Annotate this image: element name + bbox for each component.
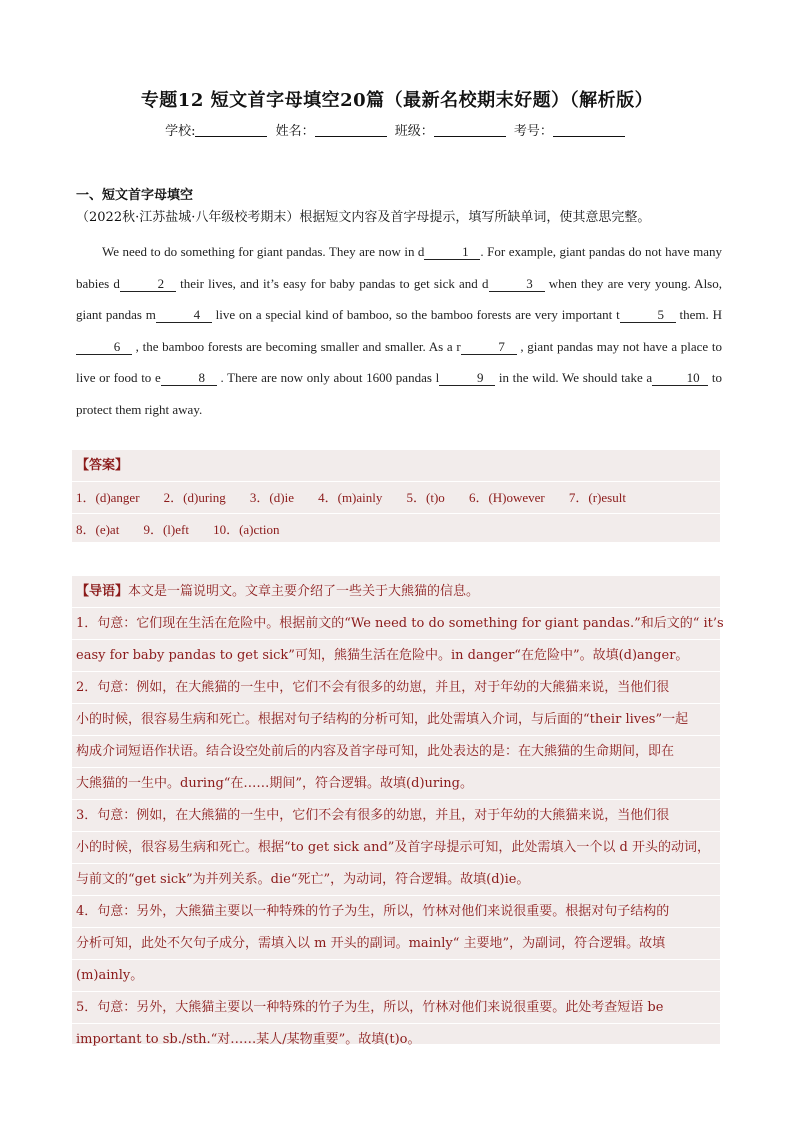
blank-9: 9 [439,371,495,386]
explanation-box [72,576,724,1047]
explanation-line: 5．句意：另外，大熊猫主要以一种特殊的竹子为生，所以，竹林对他们来说很重要。此处考查短语 be [72,991,720,1023]
school-label: 学校: [165,124,196,139]
explanation-line: 3．句意：例如，在大熊猫的一生中，它们不会有很多的幼崽，并且，对于年幼的大熊猫来说，当他们很 [72,799,720,831]
explanation-line: 小的时候，很容易生病和死亡。根据对句子结构的分析可知，此处需填入介词，与后面的“their lives”一起 [72,703,720,735]
answer-item: 2．(d)uring [163,490,226,505]
school-blank [195,123,267,137]
passage-text: when they are very young. Also, giant pandas m [76,275,722,322]
explanation-line: 构成介词短语作状语。结合设空处前后的内容及首字母可知，此处表达的是：在大熊猫的生命期间，即在 [72,735,720,767]
passage-text: , the bamboo forests are becoming smaller and smaller. As a r [132,338,461,354]
explanation-line: 分析可知，此处不欠句子成分，需填入以 m 开头的副词。mainly“ 主要地”，为副词，符合逻辑。故填 [72,927,720,959]
class-blank [434,123,506,137]
answer-item: 1．(d)anger [76,490,140,505]
passage-text: to protect them right away. [76,370,722,417]
number-blank [553,123,625,137]
answer-item: 5．(t)o [406,490,445,505]
student-info-line [0,120,794,139]
blank-7: 7 [461,340,517,355]
name-blank [315,123,387,137]
explanation-line: 1．句意：它们现在生活在危险中。根据前文的“We need to do something for giant pandas.”和后文的“ it’s [72,607,720,639]
blank-5: 5 [620,308,676,323]
answer-item: 3．(d)ie [249,490,294,505]
answer-item: 6．(H)owever [468,490,545,505]
explanation-intro-row [72,576,720,607]
class-label: 班级： [394,124,434,139]
passage-text: their lives, and it’s easy for baby pandas to get sick and d [175,275,489,291]
question-source: （2022秋·江苏盐城·八年级校考期末）根据短文内容及首字母提示，填写所缺单词，使其意思完整。 [76,210,651,225]
explanation-line: 小的时候，很容易生病和死亡。根据“to get sick and”及首字母提示可知，此处需填入一个以 d 开头的动词， [72,831,720,863]
passage-text: in the wild. We should take a [495,370,653,385]
blank-4: 4 [156,308,212,323]
passage-text: . There are now only about 1600 pandas l [216,370,440,385]
document-title: 专题12 短文首字母填空20篇（最新名校期末好题）（解析版） [140,90,654,111]
explanation-line: 2．句意：例如，在大熊猫的一生中，它们不会有很多的幼崽，并且，对于年幼的大熊猫来说，当他们很 [72,671,720,703]
answer-item: 4．(m)ainly [318,490,383,505]
blank-1: 1 [424,245,480,260]
answer-label-row [72,450,720,481]
blank-3: 3 [489,277,545,292]
section-heading: 一、短文首字母填空 [76,188,194,203]
explanation-line: easy for baby pandas to get sick”可知，熊猫生活在危险中。in danger“在危险中”。故填(d)anger。 [72,639,720,671]
explanation-label: 【导语】 [76,584,129,599]
answer-box [72,450,720,542]
answer-label: 【答案】 [76,458,129,473]
answer-item: 10．(a)ction [213,522,280,537]
blank-6: 6 [76,340,132,355]
name-label: 姓名： [275,124,315,139]
passage-text: them. H [675,307,722,322]
answer-row-1 [72,481,720,513]
answer-item: 8．(e)at [76,522,120,537]
answer-row-2 [72,513,720,545]
explanation-line: (m)ainly。 [72,959,720,991]
passage-text: , giant pandas may not have a place to live or food to e [76,338,722,385]
passage-text: live on a special kind of bamboo, so the bamboo forests are very important t [211,307,620,322]
explanation-line: 与前文的“get sick”为并列关系。die“死亡”，为动词，符合逻辑。故填(d)ie。 [72,863,720,895]
explanation-intro: 本文是一篇说明文。文章主要介绍了一些关于大熊猫的信息。 [128,584,480,599]
passage-text: We need to do something for giant pandas. They are now in d [102,244,425,259]
cloze-passage [76,236,722,425]
answer-item: 7．(r)esult [568,490,626,505]
blank-10: 10 [652,371,708,386]
answer-item: 9．(l)eft [143,522,189,537]
explanation-line: 大熊猫的一生中。during“在……期间”，符合逻辑。故填(d)uring。 [72,767,720,799]
passage-text: . For example, giant pandas do not have many babies d [76,244,722,291]
explanation-line: 4．句意：另外，大熊猫主要以一种特殊的竹子为生，所以，竹林对他们来说很重要。根据对句子结构的 [72,895,720,927]
number-label: 考号： [513,124,553,139]
blank-2: 2 [120,277,176,292]
blank-8: 8 [161,371,217,386]
explanation-line: important to sb./sth.“对……某人/某物重要”。故填(t)o。 [72,1023,720,1055]
